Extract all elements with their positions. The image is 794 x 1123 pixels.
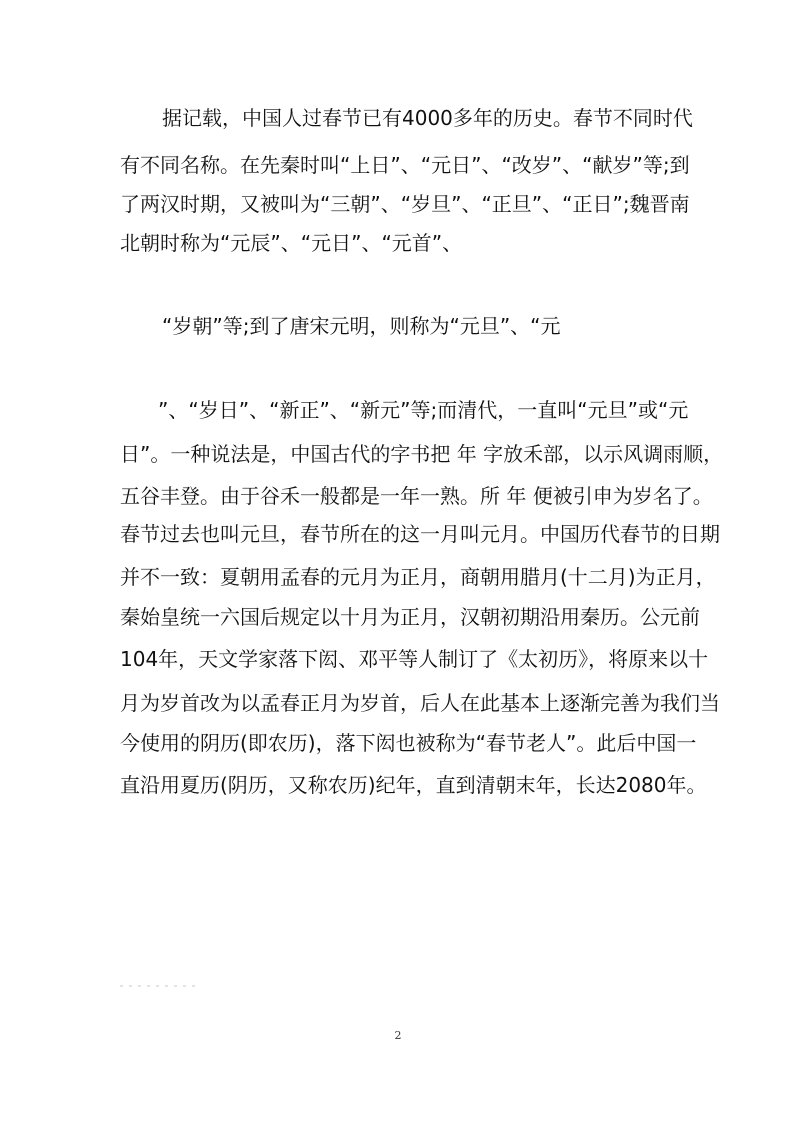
paragraph-line: 并不一致：夏朝用孟春的元月为正月，商朝用腊月(十二月)为正月， bbox=[120, 565, 716, 589]
page-number: 2 bbox=[394, 1029, 402, 1042]
paragraph-line: ”、“岁日”、“新正”、“新元”等;而清代，一直叫“元旦”或“元 bbox=[158, 398, 689, 422]
paragraph-line: 有不同名称。在先秦时叫“上日”、“元日”、“改岁”、“献岁”等;到 bbox=[120, 153, 690, 177]
paragraph-line: 日”。一种说法是，中国古代的字书把 年 字放禾部，以示风调雨顺， bbox=[120, 442, 724, 466]
paragraph-line: 今使用的阴历(即农历)，落下闳也被称为“春节老人”。此后中国一 bbox=[120, 731, 697, 755]
paragraph-line: 秦始皇统一六国后规定以十月为正月，汉朝初期沿用秦历。公元前 bbox=[120, 605, 700, 629]
paragraph-line: 北朝时称为“元辰”、“元日”、“元首”、 bbox=[120, 231, 463, 255]
paragraph-line: “岁朝”等;到了唐宋元明，则称为“元旦”、“元 bbox=[162, 314, 561, 338]
paragraph-line: 春节过去也叫元旦，春节所在的这一月叫元月。中国历代春节的日期 bbox=[120, 522, 720, 546]
paragraph-line: 据记载，中国人过春节已有4000多年的历史。春节不同时代 bbox=[162, 106, 693, 130]
paragraph-line: 直沿用夏历(阴历，又称农历)纪年，直到清朝末年，长达2080年。 bbox=[120, 773, 707, 797]
paragraph-line: 了两汉时期，又被叫为“三朝”、“岁旦”、“正旦”、“正日”;魏晋南 bbox=[120, 192, 690, 216]
faint-scan-mark bbox=[120, 985, 200, 987]
paragraph-line: 104年，天文学家落下闳、邓平等人制订了《太初历》，将原来以十 bbox=[120, 647, 709, 671]
paragraph-line: 五谷丰登。由于谷禾一般都是一年一熟。所 年 便被引申为岁名了。 bbox=[120, 484, 713, 508]
paragraph-line: 月为岁首改为以孟春正月为岁首，后人在此基本上逐渐完善为我们当 bbox=[120, 691, 720, 715]
